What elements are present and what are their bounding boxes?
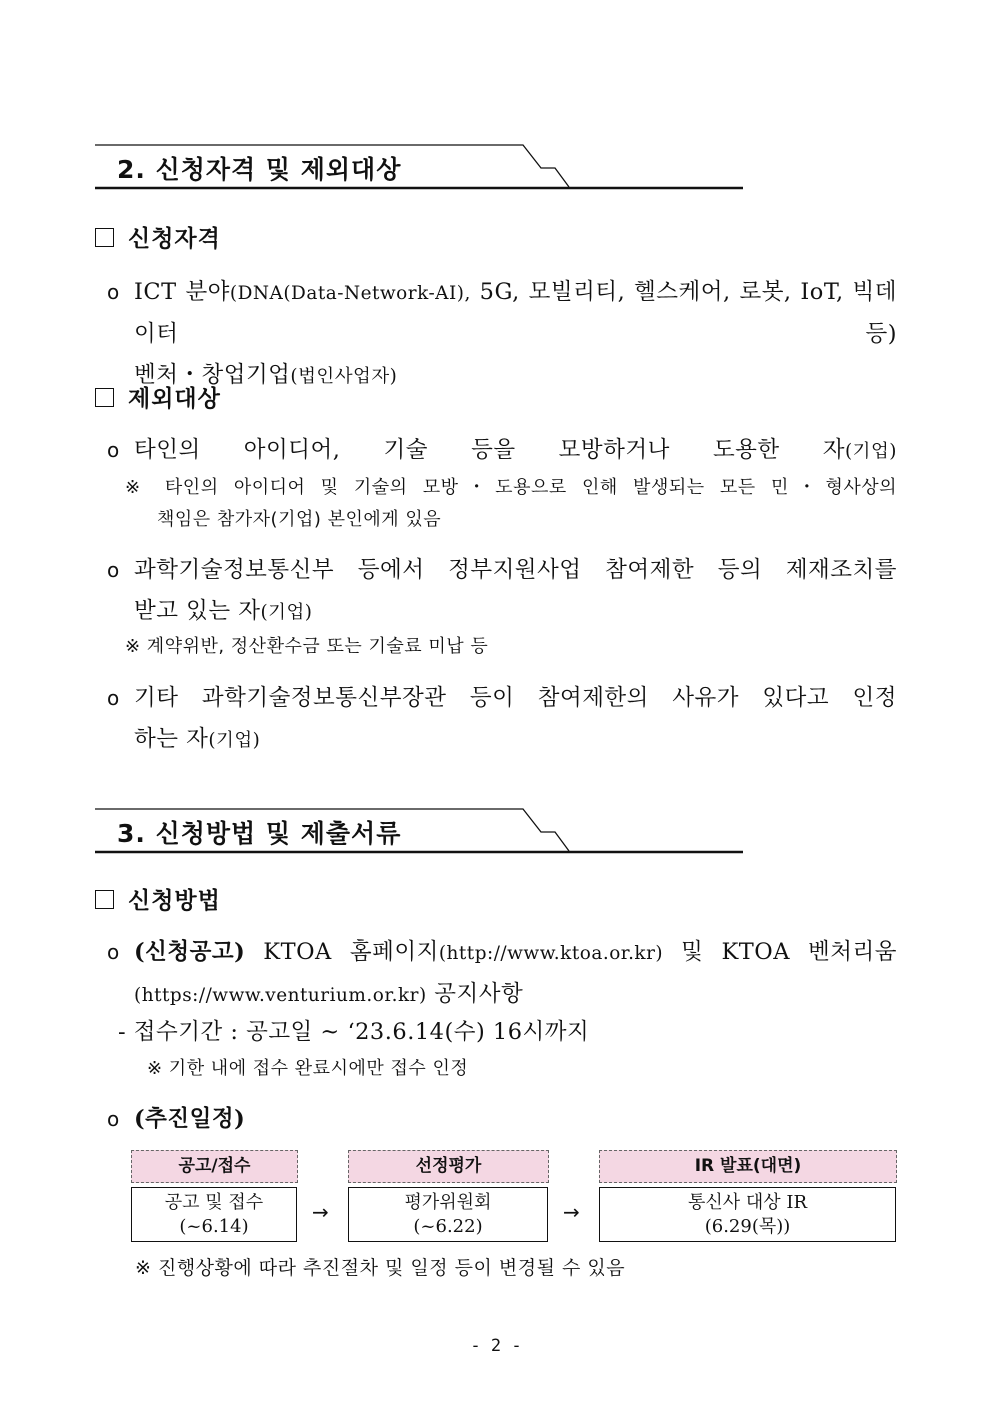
schedule-item: o (추진일정) bbox=[107, 1099, 897, 1140]
exclusion-item-3: o 기타 과학기술정보통신부장관 등이 참여제한의 사유가 있다고 인정 하는 자(기업) bbox=[107, 678, 897, 761]
checkbox-square-icon bbox=[95, 388, 114, 407]
checkbox-square-icon bbox=[95, 890, 114, 909]
page-number: - 2 - bbox=[470, 1336, 522, 1356]
flow-box-announcement: 공고 및 접수 (~6.14) bbox=[131, 1187, 297, 1242]
section-3-title: 3. 신청방법 및 제출서류 bbox=[117, 819, 402, 848]
flow-header-ir: IR 발표(대면) bbox=[599, 1150, 897, 1183]
application-period: - 접수기간 : 공고일 ~ ‘23.6.14(수) 16시까지 bbox=[118, 1019, 590, 1045]
method-item-1: o (신청공고) KTOA 홈페이지(http://www.ktoa.or.kr) 및 KTOA 벤처리움 (https://www.venturium.or.kr) 공지사항 bbox=[107, 932, 897, 1016]
eligibility-heading: 신청자격 bbox=[95, 220, 221, 253]
bullet-mark: o bbox=[107, 438, 120, 462]
exclusion-heading: 제외대상 bbox=[95, 380, 221, 413]
flow-header-announcement: 공고/접수 bbox=[131, 1150, 298, 1183]
bullet-mark: o bbox=[107, 558, 120, 582]
section-3-header bbox=[95, 806, 743, 852]
arrow-icon: → bbox=[312, 1200, 329, 1224]
bullet-mark: o bbox=[107, 280, 120, 304]
flow-box-evaluation: 평가위원회 (~6.22) bbox=[348, 1187, 548, 1242]
checkbox-square-icon bbox=[95, 228, 114, 247]
flow-header-evaluation: 선정평가 bbox=[348, 1150, 549, 1183]
section-2-title: 2. 신청자격 및 제외대상 bbox=[117, 155, 402, 184]
bullet-mark: o bbox=[107, 940, 120, 964]
exclusion-note-1: ※ 타인의 아이디어 및 기술의 모방・도용으로 인해 발생되는 모든 민・형사상의 책임은 참가자(기업) 본인에게 있음 bbox=[125, 477, 897, 530]
flow-box-ir: 통신사 대상 IR (6.29(목)) bbox=[599, 1187, 896, 1242]
exclusion-note-2: ※ 계약위반, 정산환수금 또는 기술료 미납 등 bbox=[125, 636, 489, 657]
method-heading: 신청방법 bbox=[95, 882, 221, 915]
flow-note: ※ 진행상황에 따라 추진절차 및 일정 등이 변경될 수 있음 bbox=[135, 1257, 626, 1279]
eligibility-item: o ICT 분야(DNA(Data-Network-AI), 5G, 모빌리티, 헬스케어, 로봇, IoT, 빅데이터 등) 벤처・창업기업(법인사업자) bbox=[107, 272, 897, 397]
section-2-header bbox=[95, 142, 743, 188]
bullet-mark: o bbox=[107, 686, 120, 710]
bullet-mark: o bbox=[107, 1107, 120, 1131]
arrow-icon: → bbox=[563, 1200, 580, 1224]
method-note: ※ 기한 내에 접수 완료시에만 접수 인정 bbox=[147, 1058, 469, 1079]
exclusion-item-1: o 타인의 아이디어, 기술 등을 모방하거나 도용한 자(기업) bbox=[107, 430, 897, 472]
exclusion-item-2: o 과학기술정보통신부 등에서 정부지원사업 참여제한 등의 제재조치를 받고 있는 자(기업) bbox=[107, 550, 897, 633]
